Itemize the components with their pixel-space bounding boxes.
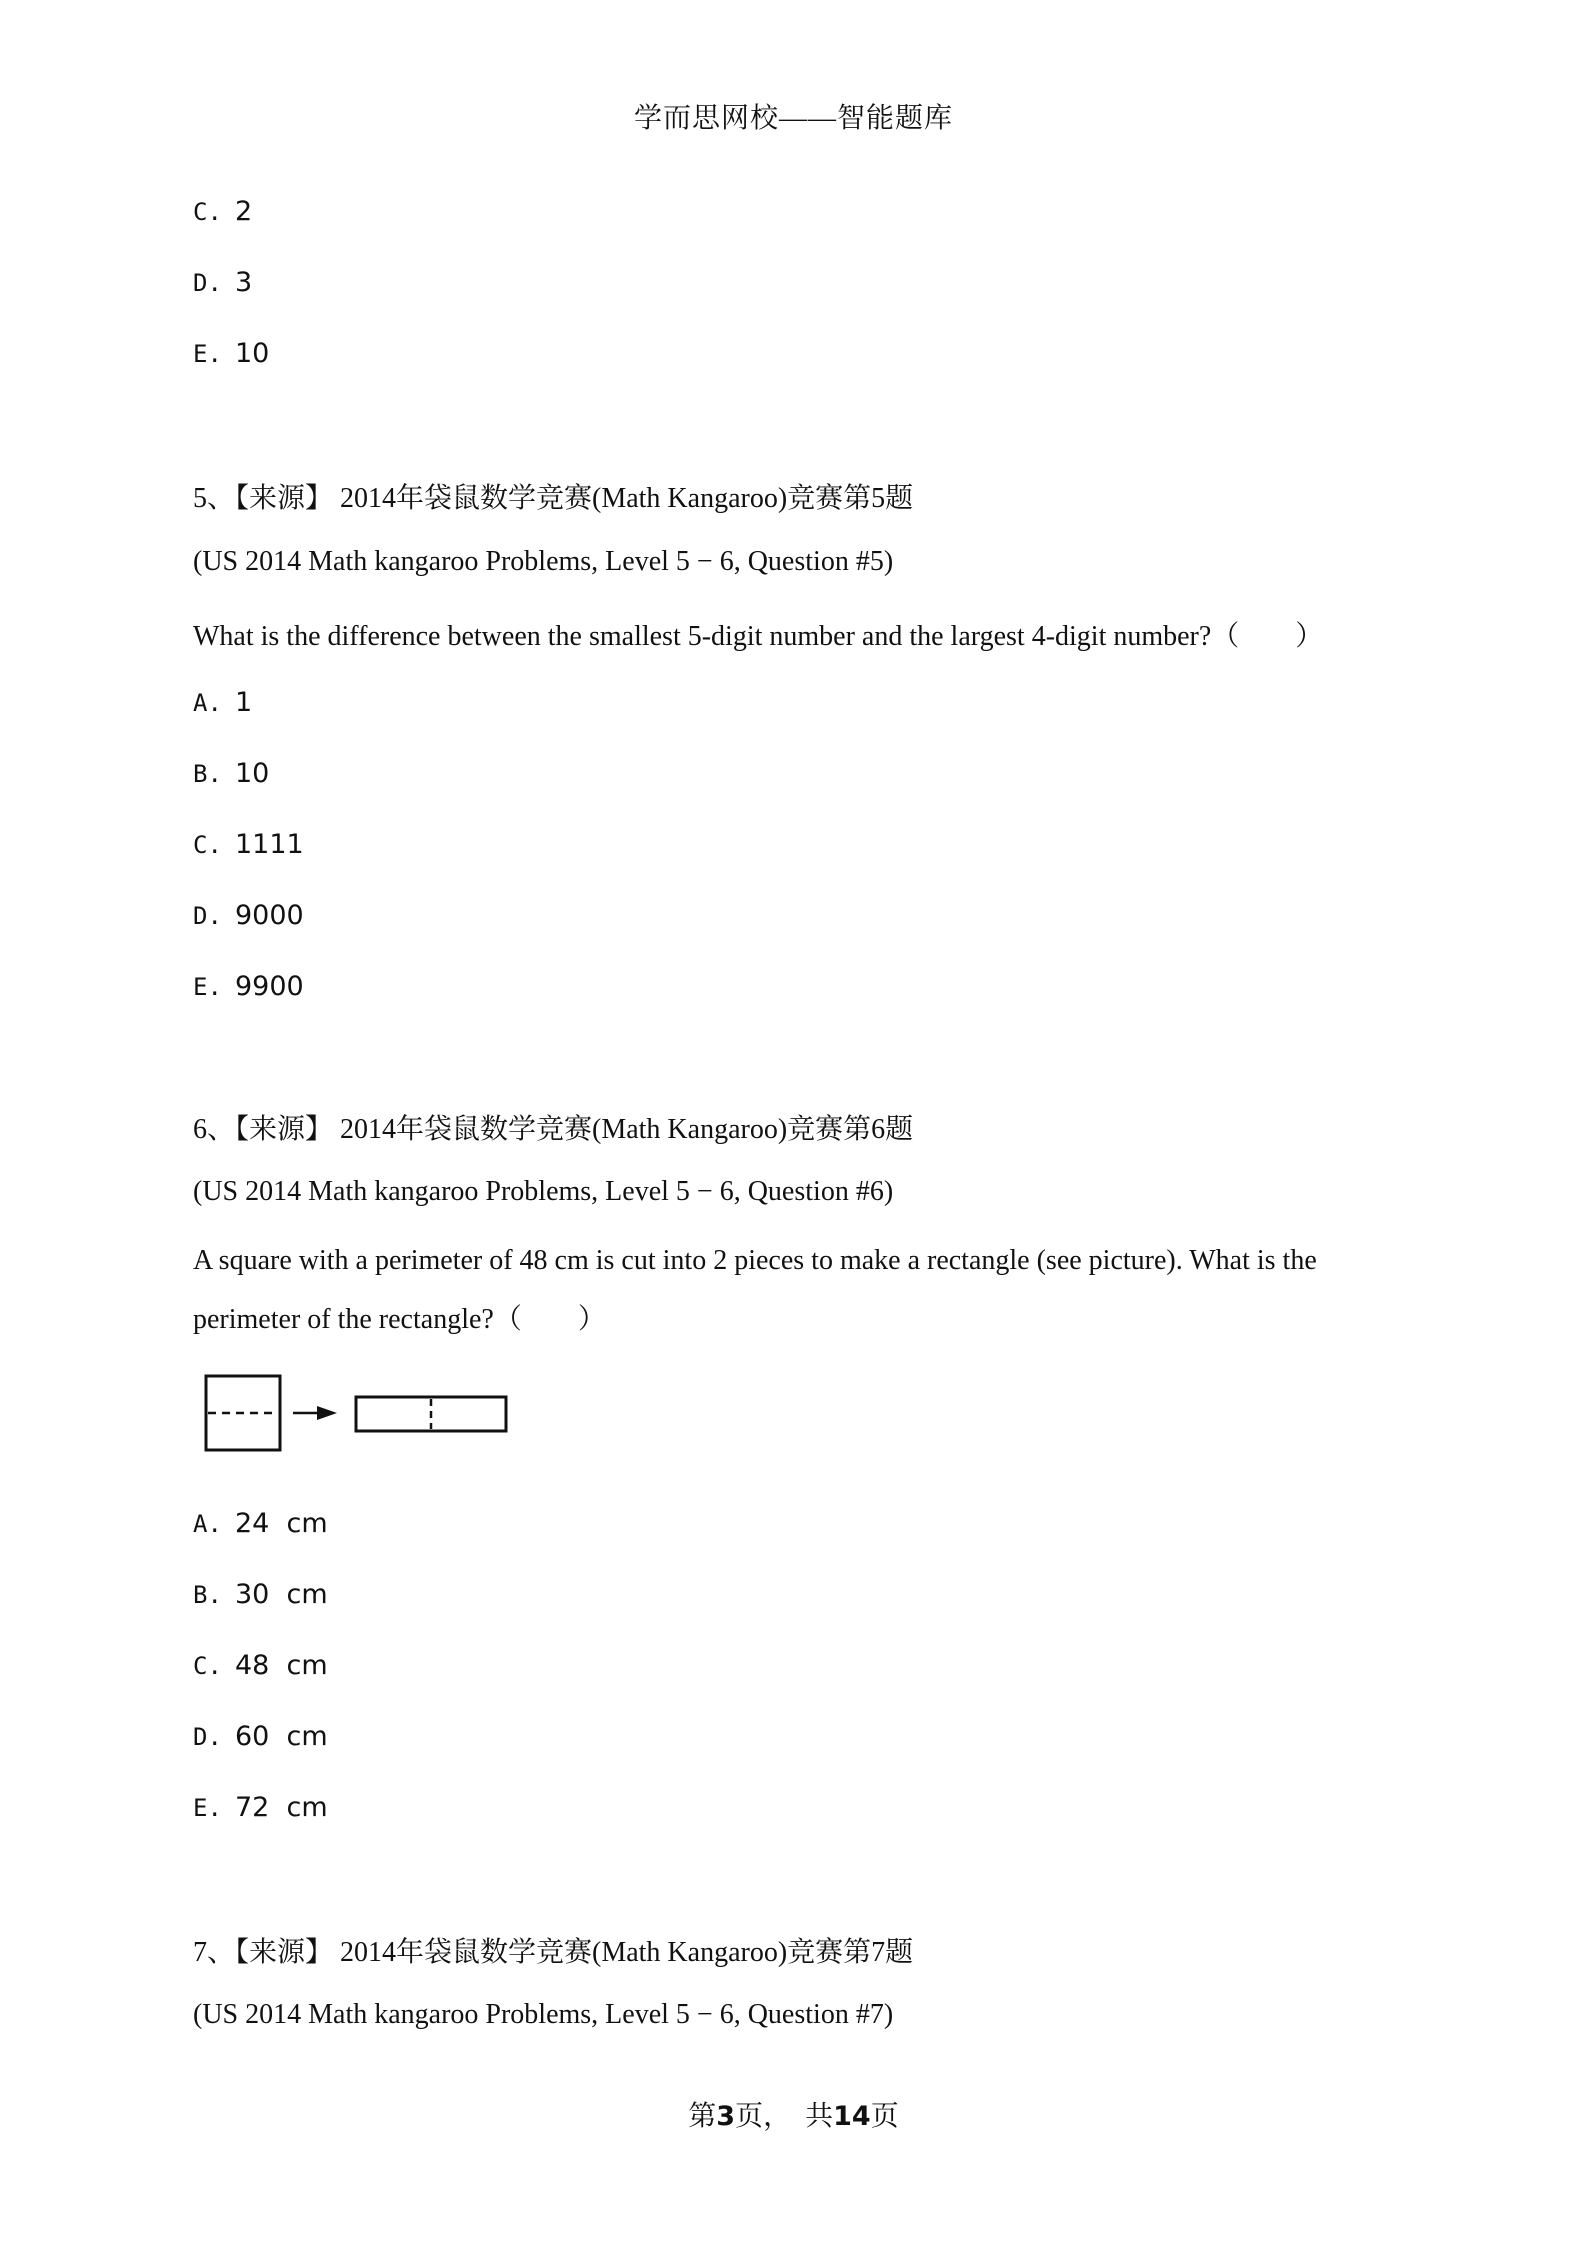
- option-value: 1: [235, 687, 253, 718]
- option-value: 3: [235, 267, 253, 298]
- q7-subtitle: (US 2014 Math kangaroo Problems, Level 5 − 6, Question #7): [193, 1999, 894, 2030]
- option-value: 72 cm: [235, 1792, 328, 1823]
- footer-page-number: 3: [716, 2101, 736, 2132]
- q5-option-d: [193, 900, 304, 931]
- q5-question-text: What is the difference between the smallest 5-digit number and the largest 4-digit number?（ ）: [193, 621, 1324, 652]
- q6-option-e: [193, 1792, 328, 1823]
- q5-option-a: [193, 687, 252, 718]
- q6-option-b: [193, 1579, 328, 1610]
- page-footer: [0, 2094, 1587, 2134]
- option-value: 60 cm: [235, 1721, 328, 1752]
- option-letter: D.: [193, 902, 222, 930]
- q5-option-b: [193, 758, 269, 789]
- option-value: 1111: [235, 829, 304, 860]
- option-letter: C.: [193, 1652, 222, 1680]
- option-letter: D.: [193, 269, 222, 297]
- option-letter: E.: [193, 973, 222, 1001]
- option-e: [193, 338, 269, 369]
- option-c: [193, 196, 252, 227]
- q6-question-text-line1: A square with a perimeter of 48 cm is cut into 2 pieces to make a rectangle (see picture). What is the: [193, 1245, 1317, 1276]
- option-letter: E.: [193, 1794, 222, 1822]
- q6-question-text-line2: perimeter of the rectangle?（ ）: [193, 1304, 606, 1335]
- footer-total-pages: 14: [833, 2101, 871, 2132]
- q5-option-e: [193, 971, 304, 1002]
- q6-option-a: [193, 1508, 328, 1539]
- footer-mid: 页， 共: [735, 2101, 834, 2132]
- option-value: 2: [235, 196, 253, 227]
- option-letter: B.: [193, 1581, 222, 1609]
- option-value: 30 cm: [235, 1579, 328, 1610]
- option-letter: C.: [193, 831, 222, 859]
- arrow-head: [317, 1406, 337, 1420]
- q6-option-c: [193, 1650, 328, 1681]
- option-letter: B.: [193, 760, 222, 788]
- q6-source: 6、【来源】 2014年袋鼠数学竞赛(Math Kangaroo)竞赛第6题: [193, 1114, 914, 1145]
- option-d: [193, 267, 252, 298]
- q5-subtitle: (US 2014 Math kangaroo Problems, Level 5 − 6, Question #5): [193, 546, 894, 577]
- q6-option-d: [193, 1721, 328, 1752]
- option-letter: A.: [193, 1510, 222, 1538]
- option-letter: A.: [193, 689, 222, 717]
- option-value: 10: [235, 338, 270, 369]
- option-letter: E.: [193, 340, 222, 368]
- footer-prefix: 第: [688, 2101, 717, 2132]
- q6-subtitle: (US 2014 Math kangaroo Problems, Level 5 − 6, Question #6): [193, 1176, 894, 1207]
- option-value: 10: [235, 758, 270, 789]
- option-letter: D.: [193, 1723, 222, 1751]
- option-value: 9000: [235, 900, 304, 931]
- q7-source: 7、【来源】 2014年袋鼠数学竞赛(Math Kangaroo)竞赛第7题: [193, 1937, 914, 1968]
- q5-source: 5、【来源】 2014年袋鼠数学竞赛(Math Kangaroo)竞赛第5题: [193, 483, 914, 514]
- square-to-rectangle-figure: [193, 1368, 523, 1458]
- q5-option-c: [193, 829, 304, 860]
- footer-suffix: 页: [870, 2101, 899, 2132]
- page-header: 学而思网校——智能题库: [633, 103, 953, 134]
- option-value: 9900: [235, 971, 304, 1002]
- option-value: 48 cm: [235, 1650, 328, 1681]
- option-letter: C.: [193, 198, 222, 226]
- option-value: 24 cm: [235, 1508, 328, 1539]
